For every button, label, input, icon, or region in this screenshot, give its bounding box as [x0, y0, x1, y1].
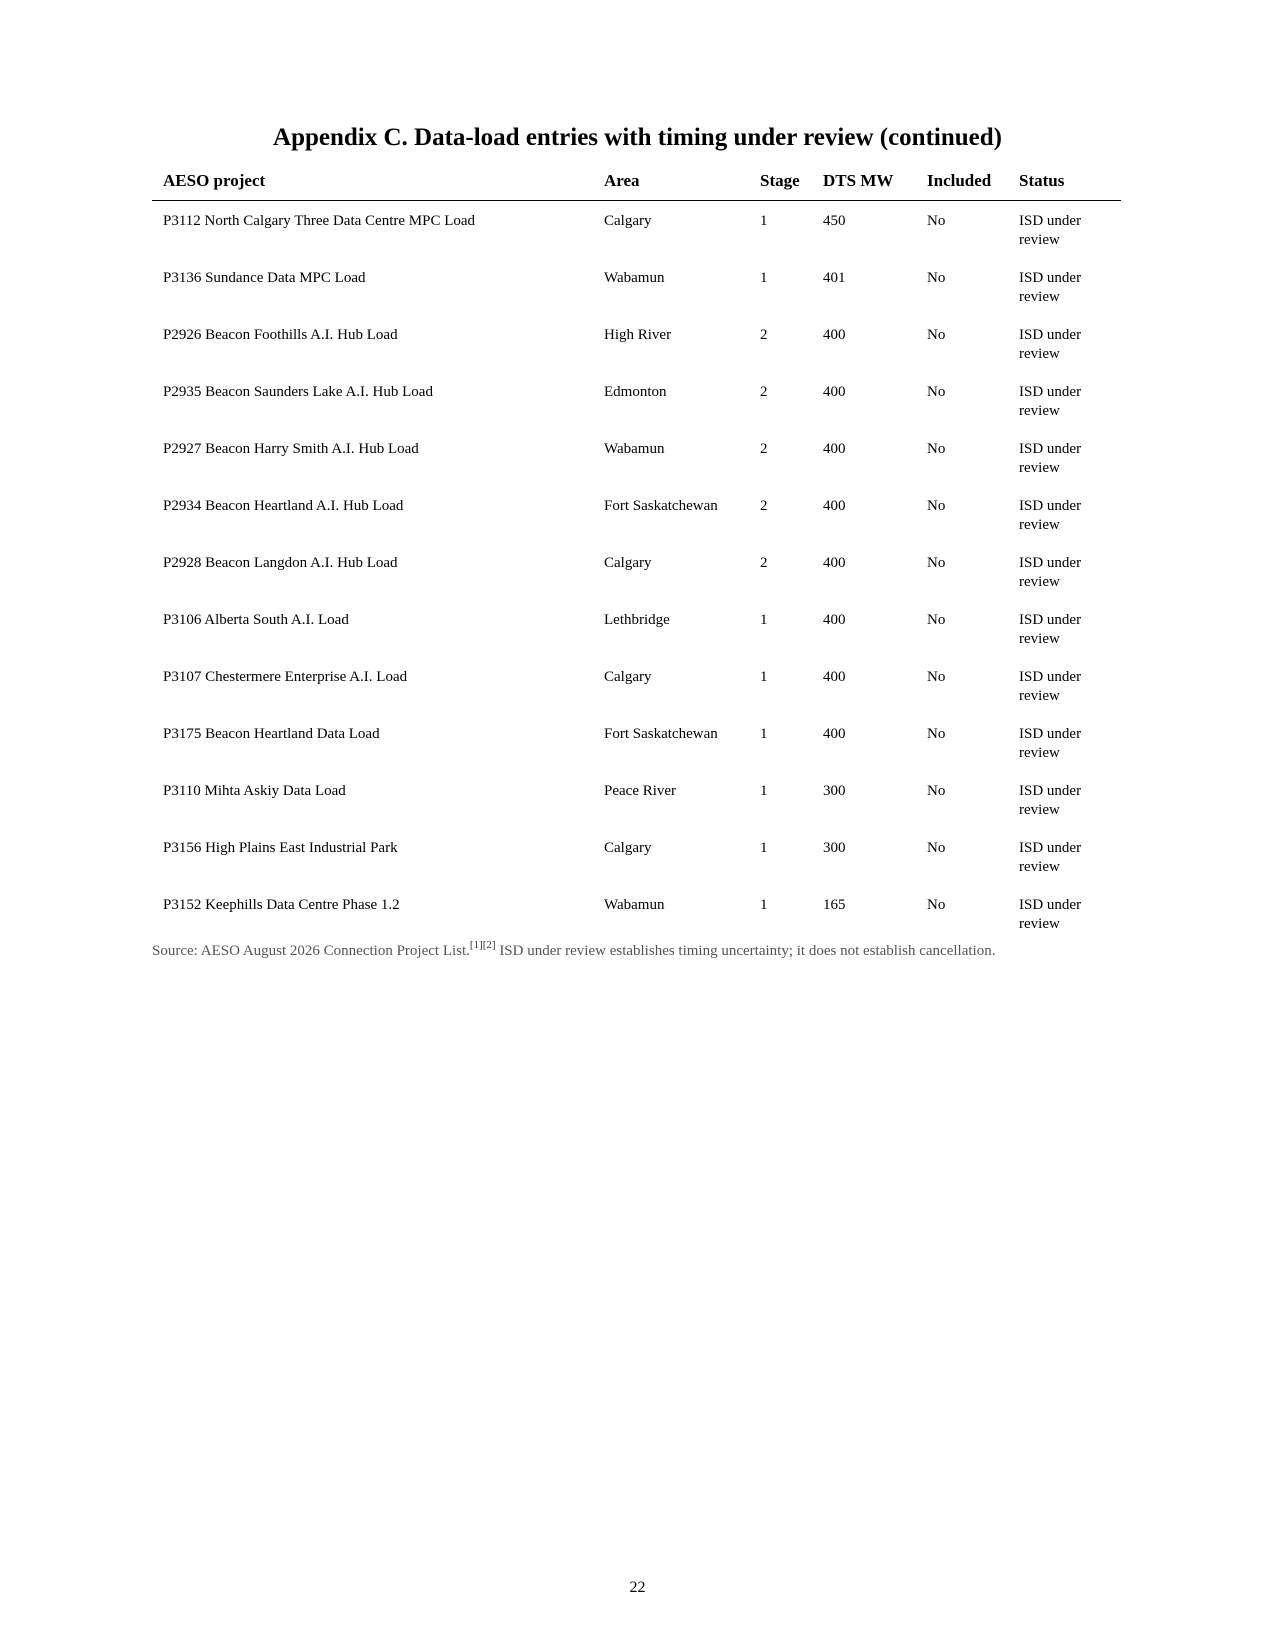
- project-cell: P2927 Beacon Harry Smith A.I. Hub Load: [163, 441, 419, 457]
- stage-cell: 2: [760, 498, 768, 514]
- area-cell: Lethbridge: [604, 612, 670, 628]
- source-note-text: Source: AESO August 2026 Connection Project List.: [152, 943, 470, 959]
- stage-cell: 2: [760, 384, 768, 400]
- included-cell: No: [927, 441, 946, 457]
- table-row: [152, 658, 1121, 715]
- column-header-included: Included: [916, 164, 1008, 201]
- project-cell: P2928 Beacon Langdon A.I. Hub Load: [163, 555, 398, 571]
- area-cell: Fort Saskatchewan: [604, 726, 718, 742]
- included-cell: No: [927, 897, 946, 913]
- dts-mw-cell: 400: [823, 327, 846, 343]
- table-body: [152, 201, 1121, 944]
- stage-cell: 2: [760, 327, 768, 343]
- table-row: [152, 316, 1121, 373]
- area-cell: Peace River: [604, 783, 677, 799]
- area-cell: Calgary: [604, 840, 652, 856]
- dts-mw-cell: 401: [823, 270, 846, 286]
- status-cell: ISD under review: [1019, 498, 1082, 533]
- included-cell: No: [927, 213, 946, 229]
- column-header-stage: Stage: [749, 164, 812, 201]
- included-cell: No: [927, 270, 946, 286]
- status-cell: ISD under review: [1019, 270, 1082, 305]
- project-cell: P3112 North Calgary Three Data Centre MPC Load: [163, 213, 476, 229]
- area-cell: Edmonton: [604, 384, 667, 400]
- status-cell: ISD under review: [1019, 213, 1082, 248]
- stage-cell: 1: [760, 726, 768, 742]
- table-row: [152, 829, 1121, 886]
- area-cell: Calgary: [604, 669, 652, 685]
- status-cell: ISD under review: [1019, 726, 1082, 761]
- project-cell: P3106 Alberta South A.I. Load: [163, 612, 349, 628]
- project-cell: P3107 Chestermere Enterprise A.I. Load: [163, 669, 408, 685]
- area-cell: Wabamun: [604, 270, 665, 286]
- stage-cell: 1: [760, 612, 768, 628]
- status-cell: ISD under review: [1019, 897, 1082, 932]
- status-cell: ISD under review: [1019, 441, 1082, 476]
- table-row: [152, 259, 1121, 316]
- data-load-table: [152, 164, 1121, 943]
- column-header-status: Status: [1008, 164, 1121, 201]
- dts-mw-cell: 400: [823, 384, 846, 400]
- status-cell: ISD under review: [1019, 783, 1082, 818]
- included-cell: No: [927, 327, 946, 343]
- dts-mw-cell: 400: [823, 555, 846, 571]
- table-row: [152, 201, 1121, 260]
- status-cell: ISD under review: [1019, 840, 1082, 875]
- area-cell: Wabamun: [604, 897, 665, 913]
- table-row: [152, 886, 1121, 943]
- project-cell: P3152 Keephills Data Centre Phase 1.2: [163, 897, 400, 913]
- status-cell: ISD under review: [1019, 384, 1082, 419]
- page-number: 22: [629, 1579, 646, 1596]
- source-note: [152, 939, 1132, 961]
- status-cell: ISD under review: [1019, 327, 1082, 362]
- included-cell: No: [927, 840, 946, 856]
- included-cell: No: [927, 669, 946, 685]
- dts-mw-cell: 300: [823, 783, 846, 799]
- area-cell: Wabamun: [604, 441, 665, 457]
- project-cell: P3110 Mihta Askiy Data Load: [163, 783, 346, 799]
- table-row: [152, 715, 1121, 772]
- source-note-caveat: ISD under review establishes timing uncertainty; it does not establish cancellation.: [495, 943, 996, 959]
- table-row: [152, 373, 1121, 430]
- table-row: [152, 544, 1121, 601]
- included-cell: No: [927, 555, 946, 571]
- table-row: [152, 430, 1121, 487]
- dts-mw-cell: 400: [823, 669, 846, 685]
- included-cell: No: [927, 498, 946, 514]
- stage-cell: 1: [760, 840, 768, 856]
- stage-cell: 2: [760, 441, 768, 457]
- status-cell: ISD under review: [1019, 669, 1082, 704]
- area-cell: Calgary: [604, 555, 652, 571]
- column-header-dts-mw: DTS MW: [812, 164, 916, 201]
- area-cell: High River: [604, 327, 672, 343]
- dts-mw-cell: 400: [823, 726, 846, 742]
- area-cell: Calgary: [604, 213, 652, 229]
- dts-mw-cell: 400: [823, 441, 846, 457]
- column-header-area: Area: [593, 164, 749, 201]
- stage-cell: 2: [760, 555, 768, 571]
- dts-mw-cell: 400: [823, 498, 846, 514]
- table-row: [152, 487, 1121, 544]
- included-cell: No: [927, 612, 946, 628]
- stage-cell: 1: [760, 897, 768, 913]
- stage-cell: 1: [760, 213, 768, 229]
- page-title: Appendix C. Data-load entries with timing under review (continued): [273, 124, 1002, 151]
- dts-mw-cell: 165: [823, 897, 846, 913]
- project-cell: P2934 Beacon Heartland A.I. Hub Load: [163, 498, 404, 514]
- column-header-project: AESO project: [152, 164, 593, 201]
- stage-cell: 1: [760, 270, 768, 286]
- project-cell: P3175 Beacon Heartland Data Load: [163, 726, 380, 742]
- stage-cell: 1: [760, 783, 768, 799]
- project-cell: P2926 Beacon Foothills A.I. Hub Load: [163, 327, 398, 343]
- project-cell: P3156 High Plains East Industrial Park: [163, 840, 398, 856]
- included-cell: No: [927, 726, 946, 742]
- stage-cell: 1: [760, 669, 768, 685]
- status-cell: ISD under review: [1019, 555, 1082, 590]
- table-row: [152, 772, 1121, 829]
- project-cell: P2935 Beacon Saunders Lake A.I. Hub Load: [163, 384, 433, 400]
- source-reference-links[interactable]: [1][2]: [469, 939, 496, 951]
- included-cell: No: [927, 783, 946, 799]
- status-cell: ISD under review: [1019, 612, 1082, 647]
- area-cell: Fort Saskatchewan: [604, 498, 718, 514]
- project-cell: P3136 Sundance Data MPC Load: [163, 270, 366, 286]
- table-header-row: [152, 164, 1121, 201]
- table-row: [152, 601, 1121, 658]
- dts-mw-cell: 300: [823, 840, 846, 856]
- included-cell: No: [927, 384, 946, 400]
- dts-mw-cell: 400: [823, 612, 846, 628]
- dts-mw-cell: 450: [823, 213, 846, 229]
